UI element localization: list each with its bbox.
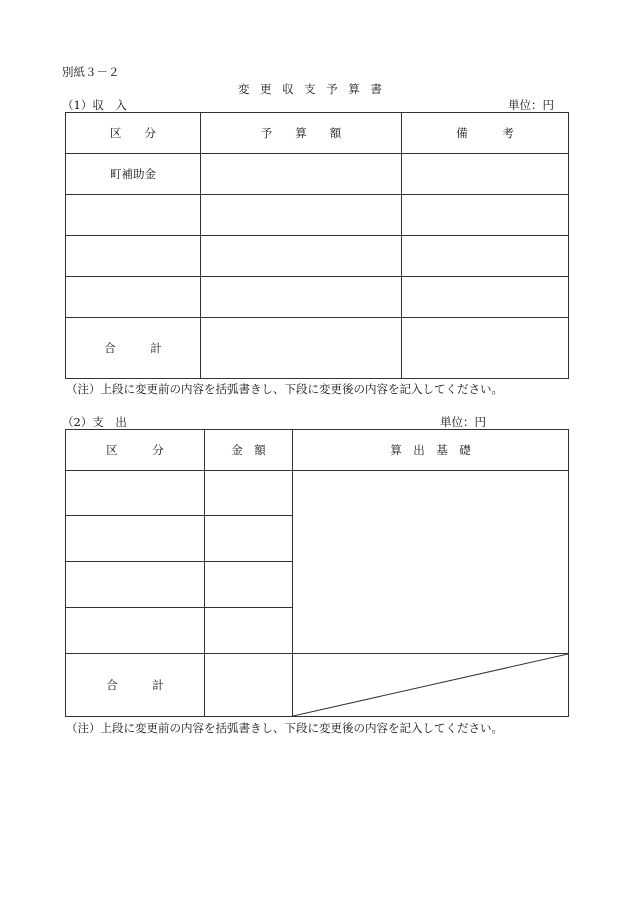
income-row-remarks[interactable] [402, 154, 569, 195]
expense-basis-cell[interactable] [293, 471, 569, 654]
table-row [66, 154, 569, 195]
expense-total-label: 合 計 [66, 654, 205, 717]
expense-header-category: 区 分 [66, 430, 205, 471]
diagonal-strike [293, 654, 568, 716]
expense-note: （注）上段に変更前の内容を括弧書きし、下段に変更後の内容を記入してください。 [66, 721, 503, 735]
income-table [65, 112, 569, 379]
expense-row-category[interactable] [66, 562, 205, 608]
expense-row-amount[interactable] [205, 562, 293, 608]
income-header-category: 区 分 [66, 113, 201, 154]
income-row-remarks[interactable] [402, 195, 569, 236]
income-row-category[interactable]: 町補助金 [66, 154, 201, 195]
expense-header-amount: 金 額 [205, 430, 293, 471]
income-row-category[interactable] [66, 236, 201, 277]
expense-row-amount[interactable] [205, 608, 293, 654]
expense-total-amount[interactable] [205, 654, 293, 717]
income-row-remarks[interactable] [402, 236, 569, 277]
table-row [66, 277, 569, 318]
income-row-budget[interactable] [201, 195, 402, 236]
expense-total-basis-crossed [293, 654, 569, 717]
expense-row-category[interactable] [66, 516, 205, 562]
expense-row-amount[interactable] [205, 516, 293, 562]
document-label: 別紙３－２ [62, 65, 120, 79]
expense-header-basis: 算 出 基 礎 [293, 430, 569, 471]
income-row-category[interactable] [66, 277, 201, 318]
income-row-budget[interactable] [201, 154, 402, 195]
table-row [66, 471, 569, 516]
income-row-remarks[interactable] [402, 277, 569, 318]
income-unit-label: 単位：円 [508, 98, 554, 112]
expense-row-category[interactable] [66, 471, 205, 516]
income-row-category[interactable] [66, 195, 201, 236]
income-row-budget[interactable] [201, 277, 402, 318]
expense-unit-label: 単位：円 [440, 415, 486, 429]
expense-heading: （2）支 出 [62, 415, 127, 429]
income-heading: （1）収 入 [62, 98, 127, 112]
income-total-budget[interactable] [201, 318, 402, 379]
income-total-label: 合 計 [66, 318, 201, 379]
expense-row-amount[interactable] [205, 471, 293, 516]
income-row-budget[interactable] [201, 236, 402, 277]
expense-table [65, 429, 569, 717]
expense-row-category[interactable] [66, 608, 205, 654]
income-total-remarks[interactable] [402, 318, 569, 379]
table-row [66, 195, 569, 236]
table-row [66, 236, 569, 277]
income-header-budget: 予 算 額 [201, 113, 402, 154]
document-title: 変 更 収 支 予 算 書 [238, 82, 386, 96]
income-note: （注）上段に変更前の内容を括弧書きし、下段に変更後の内容を記入してください。 [66, 382, 503, 396]
income-header-remarks: 備 考 [402, 113, 569, 154]
